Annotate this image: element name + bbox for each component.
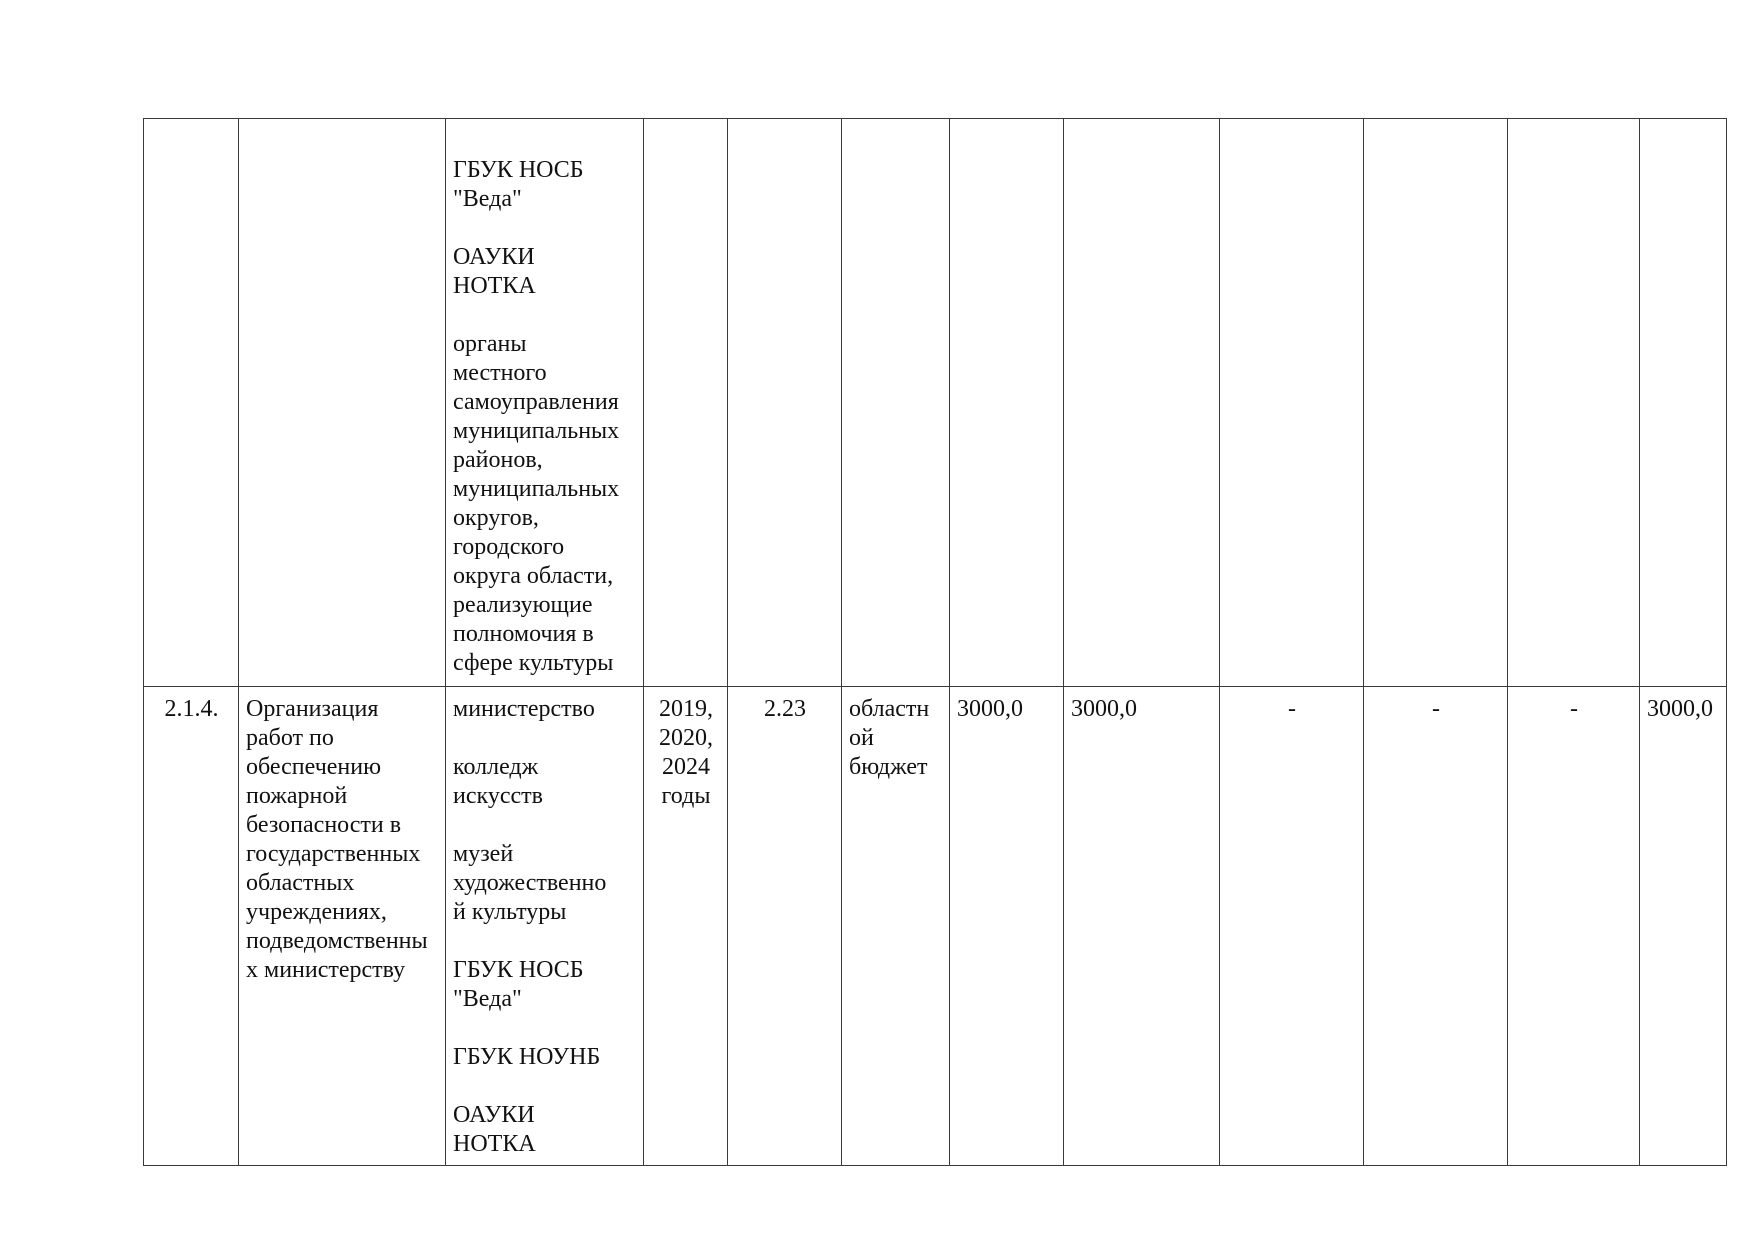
cell-col-c (1364, 119, 1508, 687)
executor-line: й культуры (453, 899, 567, 925)
executor-line: муниципальных (453, 476, 620, 502)
table-row-2-1-4 (144, 687, 1727, 1166)
cell-executors (446, 687, 644, 1166)
cell-col-b (1220, 119, 1364, 687)
executor-line: музей (453, 841, 514, 867)
name-line: пожарной (246, 783, 348, 809)
executor-line: округов, (453, 505, 539, 531)
executor-line: ОАУКИ (453, 244, 535, 270)
executor-line: районов, (453, 447, 543, 473)
cell-number (144, 119, 239, 687)
executor-line: "Веда" (453, 986, 522, 1012)
executor-line: ГБУК НОСБ (453, 957, 584, 983)
cell-col-e (1640, 119, 1727, 687)
executor-line: искусств (453, 783, 543, 809)
executor-line: художественно (453, 870, 607, 896)
cell-indicator (728, 119, 842, 687)
executor-line: округа области, (453, 563, 614, 589)
name-line: безопасности в (246, 812, 402, 838)
cell-number: 2.1.4. (144, 687, 239, 1166)
program-activities-table (143, 118, 1727, 1166)
period-line: 2024 (662, 754, 710, 780)
cell-activity-name (239, 687, 446, 1166)
executor-line: колледж (453, 754, 539, 780)
cell-col-c: - (1364, 687, 1508, 1166)
cell-funding-source (842, 687, 950, 1166)
period-line: 2020, (659, 725, 713, 751)
cell-period (644, 687, 728, 1166)
name-line: Организация (246, 696, 379, 722)
name-line: областных (246, 870, 355, 896)
executor-line: ГБУК НОУНБ (453, 1044, 601, 1070)
executor-line: реализующие (453, 592, 593, 618)
cell-executors (446, 119, 644, 687)
cell-indicator: 2.23 (728, 687, 842, 1166)
table-row-continued (144, 119, 1727, 687)
source-line: областн (849, 696, 930, 722)
executor-line: самоуправления (453, 389, 619, 415)
executor-line: полномочия в (453, 621, 594, 647)
cell-period (644, 119, 728, 687)
cell-col-a (1064, 119, 1220, 687)
executor-line: НОТКА (453, 273, 536, 299)
executor-line: местного (453, 360, 547, 386)
executor-line: ОАУКИ (453, 1102, 535, 1128)
cell-col-a: 3000,0 (1064, 687, 1220, 1166)
cell-col-d: - (1508, 687, 1640, 1166)
name-line: государственных (246, 841, 421, 867)
period-line: 2019, (659, 696, 713, 722)
executor-line: НОТКА (453, 1131, 536, 1157)
cell-total (950, 119, 1064, 687)
executor-line: муниципальных (453, 418, 620, 444)
name-line: работ по (246, 725, 334, 751)
cell-total: 3000,0 (950, 687, 1064, 1166)
executor-line: городского (453, 534, 565, 560)
executor-line: органы (453, 331, 527, 357)
executor-line: министерство (453, 696, 595, 722)
executor-line: "Веда" (453, 186, 522, 212)
source-line: ой (849, 725, 874, 751)
name-line: подведомственны (246, 928, 428, 954)
name-line: обеспечению (246, 754, 382, 780)
name-line: учреждениях, (246, 899, 387, 925)
cell-funding-source (842, 119, 950, 687)
cell-col-d (1508, 119, 1640, 687)
executor-line: сфере культуры (453, 650, 614, 676)
source-line: бюджет (849, 754, 928, 780)
cell-col-e: 3000,0 (1640, 687, 1727, 1166)
name-line: х министерству (246, 957, 406, 983)
executor-line: ГБУК НОСБ (453, 157, 584, 183)
cell-activity-name (239, 119, 446, 687)
cell-col-b: - (1220, 687, 1364, 1166)
period-line: годы (661, 783, 711, 809)
